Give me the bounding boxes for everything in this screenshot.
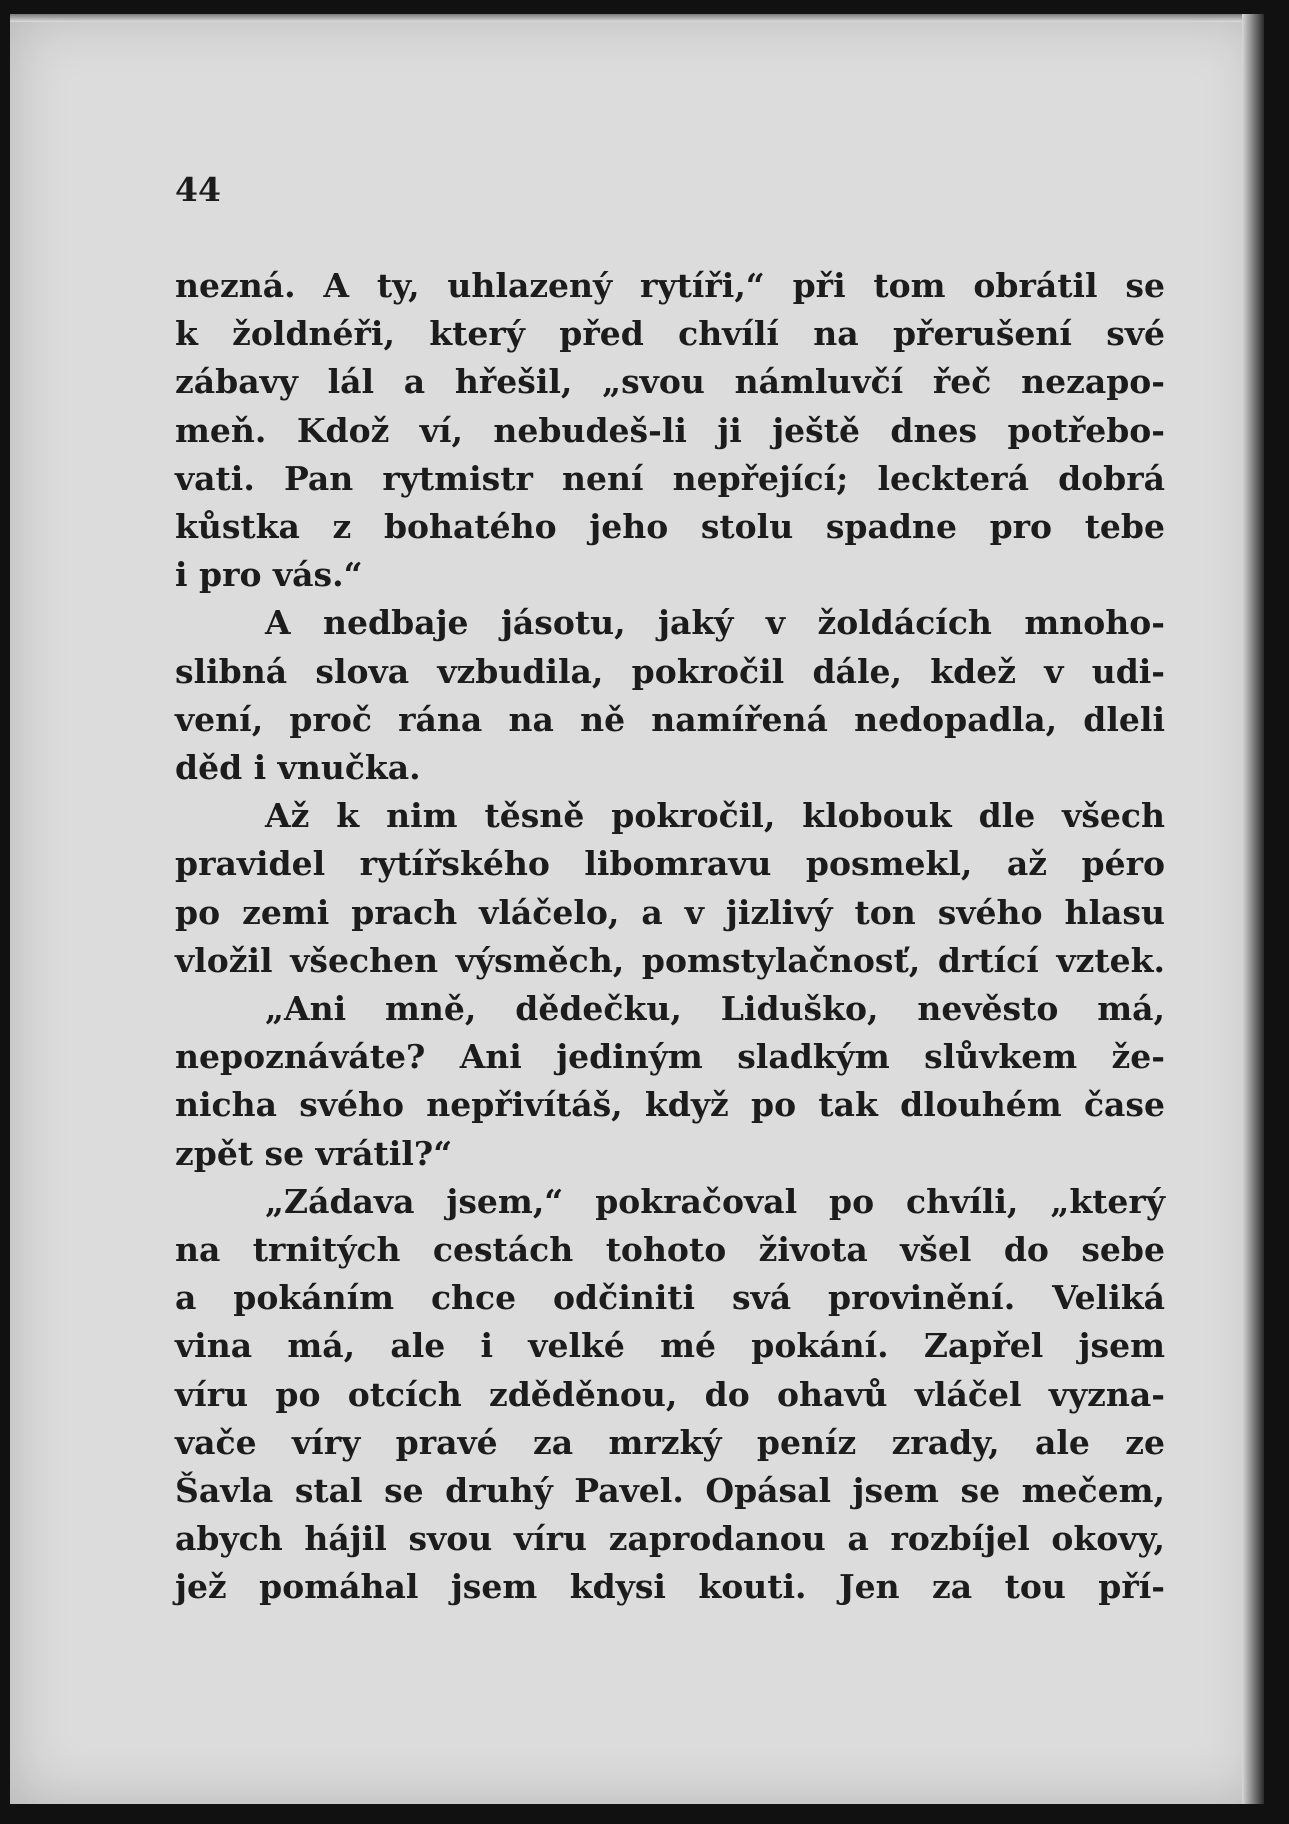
text-line: pravidel rytířského libomravu posmekl, až péro <box>175 844 1165 884</box>
body-text <box>175 262 1165 1612</box>
text-line: po zemi prach vláčelo, a v jizlivý ton svého hlasu <box>175 892 1165 932</box>
text-line: nezná. A ty, uhlazený rytíři,“ při tom obrátil se <box>175 266 1165 305</box>
page-number: 44 <box>175 170 221 209</box>
text-line: „Ani mně, dědečku, Liduško, nevěsto má, <box>265 989 1165 1029</box>
text-line: děd i vnučka. <box>175 748 421 788</box>
text-line: k žoldnéři, který před chvílí na přerušení své <box>175 314 1165 354</box>
text-line: na trnitých cestách tohoto života všel do sebe <box>175 1230 1165 1270</box>
text-line: Šavla stal se druhý Pavel. Opásal jsem se mečem, <box>175 1471 1165 1511</box>
text-line: kůstka z bohatého jeho stolu spadne pro tebe <box>175 507 1165 547</box>
text-line: vina má, ale i velké mé pokání. Zapřel jsem <box>175 1326 1165 1366</box>
text-line: vložil všechen výsměch, pomstylačnosť, drtící vztek. <box>175 940 1165 980</box>
text-line: nicha svého nepřivítáš, když po tak dlouhém čase <box>175 1085 1165 1125</box>
text-line: vení, proč rána na ně namířená nedopadla, dleli <box>175 699 1165 739</box>
page-top-edge-shadow <box>10 14 1264 22</box>
text-line: vače víry pravé za mrzký peníz zrady, ale ze <box>175 1422 1165 1462</box>
text-line: slibná slova vzbudila, pokročil dále, kdež v udi- <box>175 651 1165 691</box>
text-line: vati. Pan rytmistr není nepřející; leckterá dobrá <box>175 458 1165 498</box>
text-line: Až k nim těsně pokročil, klobouk dle všech <box>265 796 1165 836</box>
text-line: A nedbaje jásotu, jaký v žoldácích mnoho- <box>265 603 1165 643</box>
text-line: zpět se vrátil?“ <box>175 1133 453 1173</box>
text-line: zábavy lál a hřešil, „svou námluvčí řeč nezapo- <box>175 362 1165 402</box>
text-line: meň. Kdož ví, nebudeš-li ji ještě dnes potřebo- <box>175 410 1165 450</box>
text-line: jež pomáhal jsem kdysi kouti. Jen za tou pří- <box>175 1567 1165 1607</box>
text-line: nepoznáváte? Ani jediným sladkým slůvkem že- <box>175 1037 1165 1077</box>
text-line: „Zádava jsem,“ pokračoval po chvíli, „který <box>265 1181 1165 1221</box>
text-line: víru po otcích zděděnou, do ohavů vláčel vyzna- <box>175 1374 1165 1414</box>
text-line: a pokáním chce odčiniti svá provinění. Veliká <box>175 1278 1165 1318</box>
page-right-edge-shadow <box>1242 14 1264 1804</box>
text-line: abych hájil svou víru zaprodanou a rozbíjel okovy, <box>175 1519 1165 1559</box>
text-line: i pro vás.“ <box>175 555 363 595</box>
